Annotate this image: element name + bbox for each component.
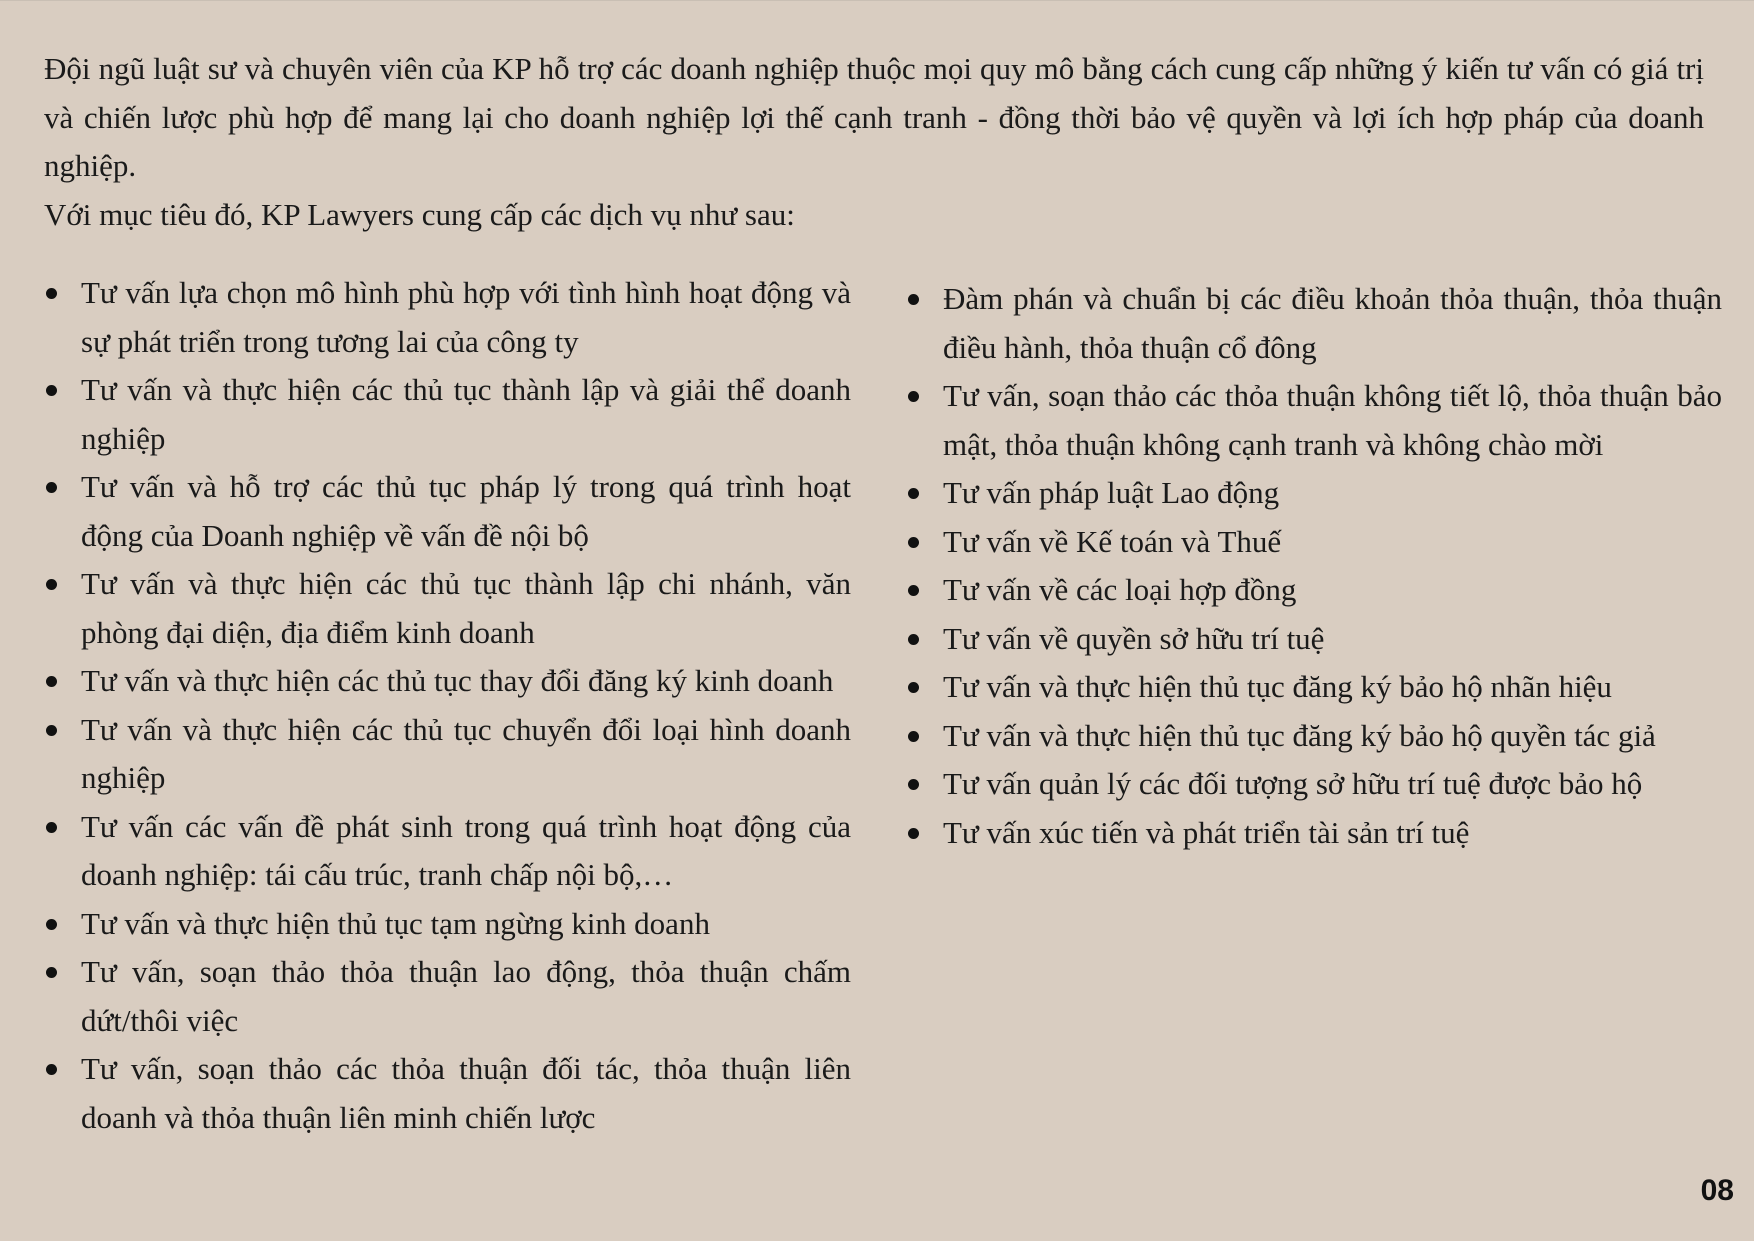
list-item xyxy=(44,269,851,366)
list-item xyxy=(44,948,851,1045)
list-item xyxy=(44,560,851,657)
list-item xyxy=(906,760,1722,809)
list-item-text: Tư vấn, soạn thảo các thỏa thuận đối tác, thỏa thuận liên doanh và thỏa thuận liên minh chiến lược xyxy=(81,1051,851,1135)
list-item-text: Tư vấn các vấn đề phát sinh trong quá trình hoạt động của doanh nghiệp: tái cấu trúc, tranh chấp nội bộ,… xyxy=(81,808,851,892)
list-item xyxy=(906,275,1722,372)
bullet-icon xyxy=(908,488,919,499)
intro-paragraph: Đội ngũ luật sư và chuyên viên của KP hỗ trợ các doanh nghiệp thuộc mọi quy mô bằng cách cung cấp những ý kiến tư vấn có giá trị và chiến lược phù hợp để mang lại cho doanh nghiệp lợi thế cạnh tranh - đồng thời bảo vệ quyền và lợi ích hợp pháp của doanh nghiệp. xyxy=(44,51,1704,183)
list-item xyxy=(906,518,1722,567)
list-item-text: Tư vấn, soạn thảo các thỏa thuận không tiết lộ, thỏa thuận bảo mật, thỏa thuận không cạnh tranh và không chào mời xyxy=(943,378,1722,462)
list-item xyxy=(44,1045,851,1142)
list-item-text: Đàm phán và chuẩn bị các điều khoản thỏa thuận, thỏa thuận điều hành, thỏa thuận cổ đông xyxy=(943,281,1722,365)
list-item-text: Tư vấn và thực hiện thủ tục đăng ký bảo hộ quyền tác giả xyxy=(943,717,1656,753)
bullet-icon xyxy=(908,682,919,693)
bullet-icon xyxy=(46,482,57,493)
bullet-icon xyxy=(46,288,57,299)
bullet-icon xyxy=(908,779,919,790)
bullet-icon xyxy=(908,585,919,596)
list-item-text: Tư vấn và hỗ trợ các thủ tục pháp lý trong quá trình hoạt động của Doanh nghiệp về vấn đề nội bộ xyxy=(81,469,851,553)
list-item-text: Tư vấn và thực hiện thủ tục tạm ngừng kinh doanh xyxy=(81,905,710,941)
list-item xyxy=(44,463,851,560)
list-item xyxy=(906,615,1722,664)
list-item-text: Tư vấn và thực hiện các thủ tục thay đổi đăng ký kinh doanh xyxy=(81,663,834,698)
services-list-right xyxy=(906,275,1722,857)
bullet-icon xyxy=(908,391,919,402)
bullet-icon xyxy=(46,967,57,978)
list-item xyxy=(906,663,1722,712)
list-item-text: Tư vấn về quyền sở hữu trí tuệ xyxy=(943,620,1325,656)
list-item xyxy=(906,566,1722,615)
list-item-text: Tư vấn và thực hiện các thủ tục thành lập chi nhánh, văn phòng đại diện, địa điểm kinh doanh xyxy=(81,566,851,650)
bullet-icon xyxy=(908,537,919,548)
intro-lead: Với mục tiêu đó, KP Lawyers cung cấp các dịch vụ như sau: xyxy=(44,196,795,232)
list-item-text: Tư vấn lựa chọn mô hình phù hợp với tình hình hoạt động và sự phát triển trong tương lai của công ty xyxy=(81,275,851,359)
list-item xyxy=(44,900,851,949)
list-item xyxy=(44,366,851,463)
list-item xyxy=(44,657,851,706)
list-item-text: Tư vấn, soạn thảo thỏa thuận lao động, thỏa thuận chấm dứt/thôi việc xyxy=(81,954,851,1038)
bullet-icon xyxy=(46,579,57,590)
list-item xyxy=(906,372,1722,469)
list-item-text: Tư vấn quản lý các đối tượng sở hữu trí tuệ được bảo hộ xyxy=(943,766,1643,801)
intro-block xyxy=(44,45,1704,239)
bullet-icon xyxy=(908,634,919,645)
bullet-icon xyxy=(46,822,57,833)
bullet-icon xyxy=(46,385,57,396)
bullet-icon xyxy=(46,919,57,930)
list-item xyxy=(44,706,851,803)
list-item xyxy=(44,803,851,900)
list-item xyxy=(906,712,1722,761)
page-number: 08 xyxy=(1700,1174,1734,1207)
services-list-left xyxy=(44,269,851,1142)
list-item-text: Tư vấn về các loại hợp đồng xyxy=(943,572,1297,607)
list-item xyxy=(906,469,1722,518)
bullet-icon xyxy=(46,725,57,736)
list-item-text: Tư vấn xúc tiến và phát triển tài sản trí tuệ xyxy=(943,814,1470,850)
bullet-icon xyxy=(908,294,919,305)
list-item-text: Tư vấn và thực hiện thủ tục đăng ký bảo hộ nhãn hiệu xyxy=(943,669,1612,704)
list-item xyxy=(906,809,1722,858)
list-item-text: Tư vấn về Kế toán và Thuế xyxy=(943,523,1282,559)
bullet-icon xyxy=(908,828,919,839)
bullet-icon xyxy=(46,676,57,687)
list-item-text: Tư vấn và thực hiện các thủ tục thành lập và giải thể doanh nghiệp xyxy=(81,372,851,456)
bullet-icon xyxy=(908,731,919,742)
bullet-icon xyxy=(46,1064,57,1075)
list-item-text: Tư vấn pháp luật Lao động xyxy=(943,475,1280,510)
list-item-text: Tư vấn và thực hiện các thủ tục chuyển đổi loại hình doanh nghiệp xyxy=(81,711,851,795)
